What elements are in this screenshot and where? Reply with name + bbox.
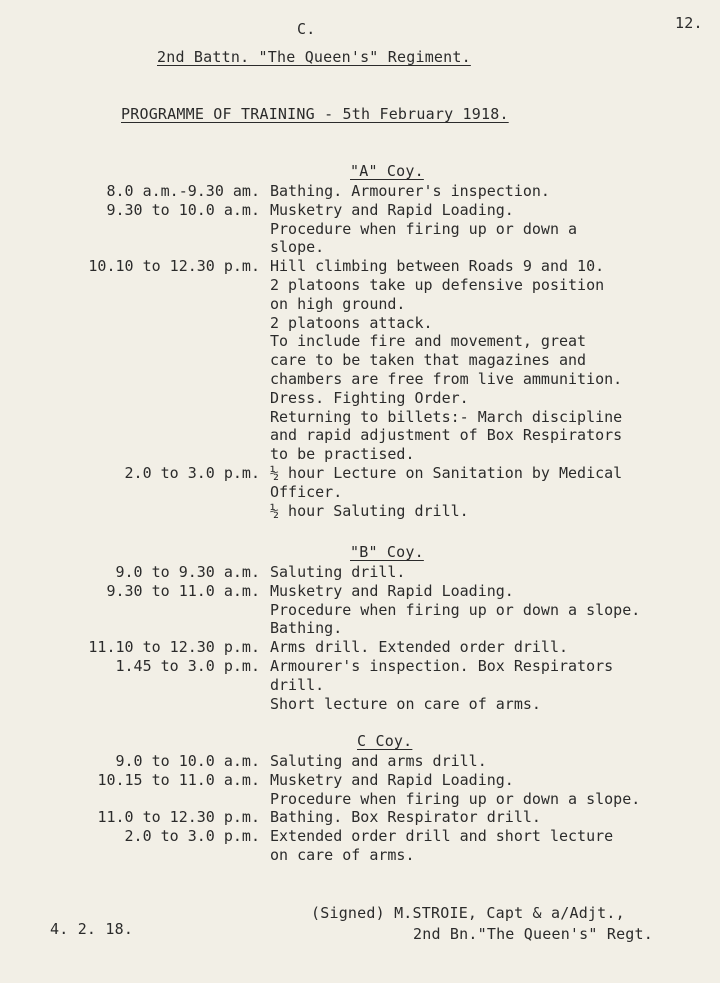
schedule-activity: and rapid adjustment of Box Respirators: [270, 426, 623, 445]
section-title: C Coy.: [357, 732, 413, 750]
schedule-time: 2.0 to 3.0 p.m.: [124, 464, 260, 482]
schedule-activity: Armourer's inspection. Box Respirators: [270, 657, 614, 675]
schedule-activity: slope.: [270, 238, 325, 257]
schedule-time: 1.45 to 3.0 p.m.: [115, 657, 260, 675]
page-number: 12.: [675, 14, 703, 32]
schedule-activity: Extended order drill and short lecture: [270, 827, 614, 846]
schedule-time: 2.0 to 3.0 p.m.: [124, 827, 260, 846]
schedule-activity: Bathing. Armourer's inspection.: [270, 182, 550, 200]
schedule-time: 11.0 to 12.30 p.m.: [97, 808, 260, 827]
schedule-time: 9.30 to 10.0 a.m.: [106, 200, 260, 219]
schedule-activity: Saluting and arms drill.: [270, 752, 487, 770]
schedule-time: 10.15 to 11.0 a.m.: [97, 770, 260, 789]
footer-date: 4. 2. 18.: [50, 920, 134, 938]
schedule-activity: Hill climbing between Roads 9 and 10.: [270, 257, 605, 276]
schedule-activity: Musketry and Rapid Loading.: [270, 581, 514, 600]
schedule-activity: ½ hour Lecture on Sanitation by Medical: [270, 464, 623, 482]
schedule-activity: on care of arms.: [270, 846, 415, 864]
schedule-activity: Returning to billets:- March discipline: [270, 407, 623, 426]
schedule-activity: Procedure when firing up or down a: [270, 219, 578, 238]
schedule-activity: Bathing. Box Respirator drill.: [270, 808, 541, 827]
schedule-activity: to be practised.: [270, 445, 415, 464]
section-title: "A" Coy.: [350, 162, 424, 180]
page-letter: C.: [297, 20, 316, 38]
schedule-activity: Officer.: [270, 482, 343, 501]
schedule-activity: 2 platoons take up defensive position: [270, 276, 605, 294]
schedule-activity: To include fire and movement, great: [270, 332, 587, 351]
schedule-activity: Procedure when firing up or down a slope.: [270, 600, 641, 619]
signature-line-1: (Signed) M.STROIE, Capt & a/Adjt.,: [311, 904, 625, 922]
schedule-time: 8.0 a.m.-9.30 am.: [106, 182, 260, 200]
schedule-activity: care to be taken that magazines and: [270, 351, 587, 370]
schedule-activity: Arms drill. Extended order drill.: [270, 638, 569, 657]
schedule-activity: Short lecture on care of arms.: [270, 694, 541, 713]
schedule-activity: chambers are free from live ammunition.: [270, 370, 623, 388]
schedule-time: 9.0 to 9.30 a.m.: [115, 563, 260, 581]
schedule-time: 9.0 to 10.0 a.m.: [115, 752, 260, 770]
schedule-time: 9.30 to 11.0 a.m.: [106, 581, 260, 600]
schedule-activity: Procedure when firing up or down a slope.: [270, 789, 641, 808]
unit-heading: 2nd Battn. "The Queen's" Regiment.: [157, 48, 471, 66]
schedule-time: 11.10 to 12.30 p.m.: [88, 638, 260, 657]
schedule-activity: Bathing.: [270, 619, 343, 638]
schedule-activity: Musketry and Rapid Loading.: [270, 200, 514, 219]
schedule-activity: ½ hour Saluting drill.: [270, 501, 469, 520]
schedule-activity: drill.: [270, 675, 325, 694]
signature-line-2: 2nd Bn."The Queen's" Regt.: [413, 925, 653, 943]
schedule-activity: 2 platoons attack.: [270, 313, 433, 332]
programme-title: PROGRAMME OF TRAINING - 5th February 1918.: [121, 105, 509, 123]
section-title: "B" Coy.: [350, 543, 424, 561]
schedule-activity: Dress. Fighting Order.: [270, 388, 469, 407]
schedule-activity: Saluting drill.: [270, 563, 406, 581]
schedule-activity: on high ground.: [270, 294, 406, 313]
schedule-time: 10.10 to 12.30 p.m.: [88, 257, 260, 276]
schedule-activity: Musketry and Rapid Loading.: [270, 770, 514, 789]
